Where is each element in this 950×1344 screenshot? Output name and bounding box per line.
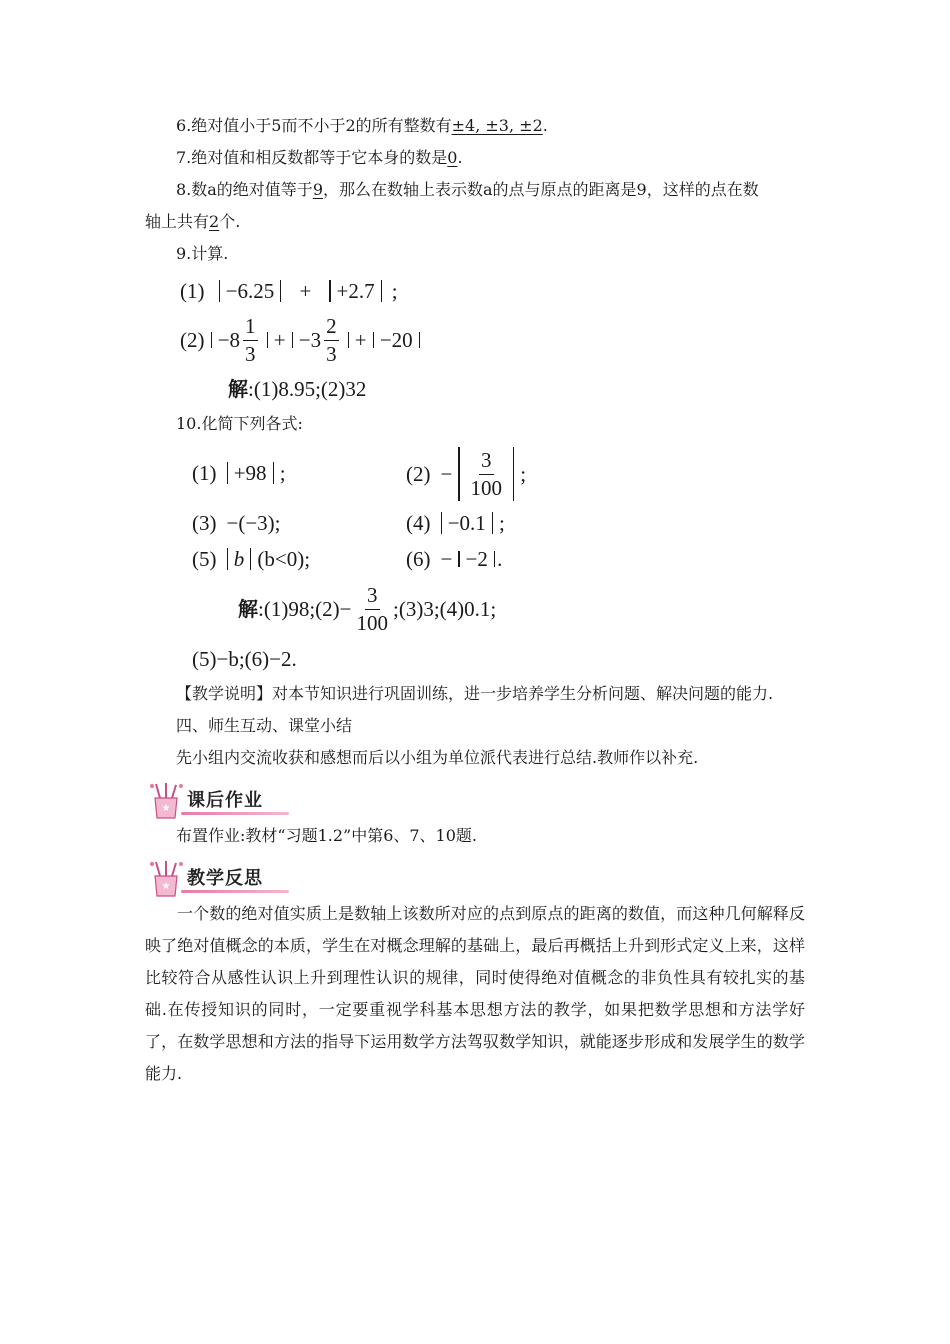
pencil-cup-icon	[148, 780, 184, 820]
reflection-section-header	[145, 852, 293, 900]
q10-part-5: (5) b (b<0);	[192, 547, 311, 571]
section-heading: 四、师生互动、课堂小结	[176, 716, 353, 735]
q10-solution: 解 :(1)98;(2)− $\frac{3}{100}$ ;(3)3;(4)0.1;	[238, 583, 497, 635]
section-title: 教学反思	[187, 868, 263, 889]
fraction: $\frac{3}{100}$	[356, 583, 388, 635]
fraction: $\frac{1}{3}$	[245, 314, 256, 366]
homework-section-header	[145, 774, 293, 822]
question-10-title: 10.化简下列各式:	[176, 414, 303, 433]
question-7: 7.绝对值和相反数都等于它本身的数是0.	[176, 148, 463, 167]
q10-part-1: (1) +98 ;	[192, 461, 286, 485]
question-6: 6.绝对值小于5而不小于2的所有整数有±4, ±3, ±2.	[176, 116, 548, 135]
homework-text: 布置作业:教材“习题1.2”中第6、7、10题.	[176, 826, 478, 845]
q9-part-1: (1) −6.25 + +2.7 ;	[180, 279, 398, 303]
answer: 0	[447, 148, 458, 167]
title-underline	[181, 812, 289, 815]
q10-solution-cont: (5)−b;(6)−2.	[192, 647, 297, 671]
q10-part-4: (4) −0.1 ;	[406, 511, 505, 535]
svg-text:★: ★	[161, 881, 171, 892]
q9-part-2: (2) −8 $\frac{1}{3}$ + −3 $\frac{2}{3}$ + −20	[180, 318, 426, 362]
fraction: $\frac{2}{3}$	[326, 314, 337, 366]
question-8-line-2: 轴上共有2个.	[145, 212, 241, 231]
question-8-line-1: 8.数a的绝对值等于9，那么在数轴上表示数a的点与原点的距离是9，这样的点在数	[176, 180, 759, 199]
pencil-cup-icon	[148, 858, 184, 898]
reflection-text: 一个数的绝对值实质上是数轴上该数所对应的点到原点的距离的数值，而这种几何解释反映了绝对值概念的本质，学生在对概念理解的基础上，最后再概括上升到形式定义上来，这样比较符合从感性认识上升到理性认识的规律，同时使得绝对值概念的非负性具有较扎实的基础.在传授知识的同时，一定要重视学科基本思想方法的教学，如果把数学思想和方法学好了，在数学思想和方法的指导下运用数学方法驾驭数学知识，就能逐步形成和发展学生的数学能力.	[145, 904, 805, 1083]
q10-part-3: (3) −(−3);	[192, 511, 281, 535]
section-title: 课后作业	[187, 790, 263, 811]
q10-part-2: (2) − $\frac{3}{100}$ ;	[406, 448, 527, 500]
title-underline	[181, 890, 289, 893]
q10-part-6: (6) − −2 .	[406, 547, 503, 571]
teaching-note: 【教学说明】对本节知识进行巩固训练，进一步培养学生分析问题、解决问题的能力.	[176, 684, 774, 703]
q9-solution: 解 :(1)8.95;(2)32	[228, 377, 367, 401]
question-9-title: 9.计算.	[176, 244, 229, 263]
fraction: $\frac{3}{100}$	[470, 448, 503, 500]
svg-text:★: ★	[161, 803, 171, 814]
answer: ±4, ±3, ±2	[451, 116, 543, 135]
summary-text: 先小组内交流收获和感想而后以小组为单位派代表进行总结.教师作以补充.	[176, 748, 699, 767]
